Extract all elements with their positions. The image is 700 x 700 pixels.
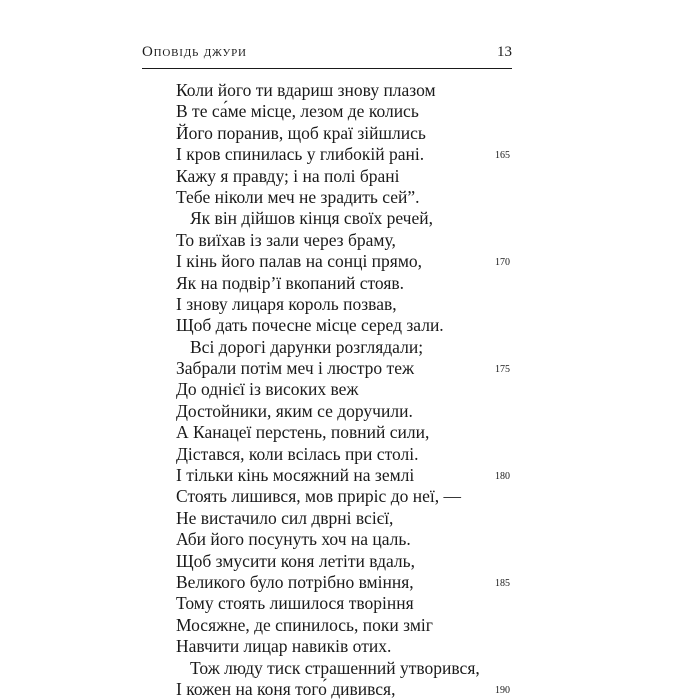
verse-line <box>176 658 516 679</box>
verse-line <box>176 422 516 443</box>
verse-text: І тільки кінь мосяжний на землі <box>176 465 415 486</box>
verse-line <box>176 529 516 550</box>
verse-text: Тож люду тиск страшенний утворився, <box>190 657 480 678</box>
verse-text: А Канацеї перстень, повний сили, <box>176 422 430 443</box>
poem-text <box>176 80 516 700</box>
verse-text: І знову лицаря король позвав, <box>176 293 397 314</box>
running-title: Оповідь джури <box>142 44 247 60</box>
verse-line <box>176 315 516 336</box>
verse-text: Кажу я правду; і на полі брані <box>176 165 400 186</box>
verse-line <box>176 401 516 422</box>
verse-text: Мосяжне, де спинилось, поки зміг <box>176 614 433 635</box>
verse-text: Аби його посунуть хоч на цаль. <box>176 529 411 550</box>
verse-line <box>176 101 516 122</box>
verse-line <box>176 508 516 529</box>
verse-text: Достойники, яким се доручили. <box>176 400 413 421</box>
verse-text: Великого було потрібно вміння, <box>176 571 414 592</box>
verse-text: Як він дійшов кінця своїх речей, <box>190 208 433 229</box>
verse-text: Дістався, коли всілась при столі. <box>176 443 419 464</box>
verse-text: В те са́ме місце, лезом де колись <box>176 101 419 122</box>
line-number: 185 <box>495 577 510 589</box>
verse-line <box>176 273 516 294</box>
verse-text: І кінь його палав на сонці прямо, <box>176 251 423 272</box>
verse-line <box>176 294 516 315</box>
verse-text: Тебе ніколи меч не зрадить сей”. <box>176 186 420 207</box>
verse-text: І кожен на коня того́ дивився, <box>176 678 396 699</box>
verse-line <box>176 615 516 636</box>
page-number: 13 <box>497 44 512 60</box>
line-number: 175 <box>495 364 510 376</box>
verse-text: До однієї із високих веж <box>176 379 359 400</box>
verse-text: Щоб змусити коня летіти вдаль, <box>176 550 415 571</box>
verse-line <box>176 551 516 572</box>
verse-line <box>176 444 516 465</box>
verse-text: Забрали потім меч і люстро теж <box>176 358 415 379</box>
verse-line <box>176 144 516 165</box>
verse-line <box>176 80 516 101</box>
verse-line <box>176 337 516 358</box>
verse-line <box>176 251 516 272</box>
verse-text: Його поранив, щоб краї зійшлись <box>176 122 426 143</box>
verse-line <box>176 679 516 700</box>
header-rule <box>142 68 512 69</box>
verse-text: Навчити лицар навиків отих. <box>176 636 392 657</box>
verse-line <box>176 230 516 251</box>
verse-line <box>176 123 516 144</box>
verse-line <box>176 187 516 208</box>
verse-text: І кров спинилась у глибокій рані. <box>176 144 425 165</box>
line-number: 180 <box>495 471 510 483</box>
verse-line <box>176 358 516 379</box>
verse-line <box>176 166 516 187</box>
verse-text: Всі дорогі дарунки розглядали; <box>190 336 424 357</box>
verse-line <box>176 593 516 614</box>
verse-text: Не вистачило сил дврні всієї, <box>176 507 394 528</box>
verse-line <box>176 208 516 229</box>
verse-line <box>176 572 516 593</box>
verse-text: Коли його ти вдариш знову плазом <box>176 80 436 100</box>
line-number: 170 <box>495 257 510 269</box>
line-number: 190 <box>495 684 510 696</box>
verse-text: Стоять лишився, мов приріс до неї, — <box>176 486 461 507</box>
verse-line <box>176 465 516 486</box>
verse-text: Як на подвір’ї вкопаний стояв. <box>176 272 405 293</box>
verse-line <box>176 486 516 507</box>
verse-text: Щоб дать почесне місце серед зали. <box>176 315 444 336</box>
line-number: 165 <box>495 150 510 162</box>
running-header <box>142 44 512 68</box>
verse-text: То виїхав із зали через браму, <box>176 229 396 250</box>
verse-line <box>176 379 516 400</box>
verse-line <box>176 636 516 657</box>
verse-text: Тому стоять лишилося творіння <box>176 593 414 614</box>
